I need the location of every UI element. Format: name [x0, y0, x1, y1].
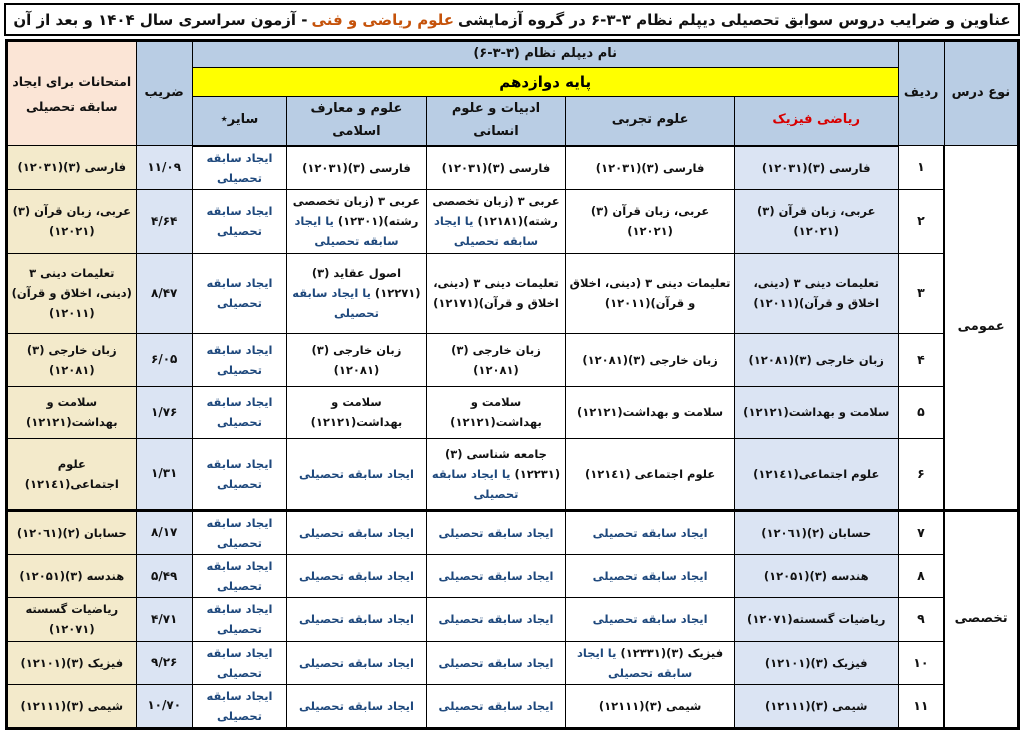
cell-math: شیمی (۳)(۱۲۱۱۱) [734, 684, 898, 728]
header-diploma-name: نام دیپلم نظام (۳-۳-۶) [192, 41, 898, 68]
cell-humanities: ایجاد سابقه تحصیلی [426, 598, 566, 641]
cell-coefficient: ۸/۴۷ [136, 253, 192, 333]
cell-other: ایجاد سابقه تحصیلی [192, 438, 286, 510]
cell-humanities: ایجاد سابقه تحصیلی [426, 555, 566, 598]
cell-humanities: ایجاد سابقه تحصیلی [426, 641, 566, 684]
cell-record-exam: عربی، زبان قرآن (۳)(۱۲۰۲۱) [7, 189, 137, 253]
cell-coefficient: ۹/۲۶ [136, 641, 192, 684]
cell-record-exam: شیمی (۳)(۱۲۱۱۱) [7, 684, 137, 728]
cell-science: ایجاد سابقه تحصیلی [566, 555, 735, 598]
cell-humanities: جامعه شناسی (۳) (۱۲۲۳۱) یا ایجاد سابقه تحصیلی [426, 438, 566, 510]
cell-humanities: ایجاد سابقه تحصیلی [426, 684, 566, 728]
cell-other: ایجاد سابقه تحصیلی [192, 146, 286, 190]
cell-science: تعلیمات دینی ۳ (دینی، اخلاق و قرآن)(۱۲۰۱۱) [566, 253, 735, 333]
cell-math: عربی، زبان قرآن (۳)(۱۲۰۲۱) [734, 189, 898, 253]
cell-other: ایجاد سابقه تحصیلی [192, 510, 286, 554]
row-number: ۷ [898, 510, 944, 554]
row-number: ۳ [898, 253, 944, 333]
header-grade-12: پایه دوازدهم [192, 67, 898, 96]
cell-islamic: فارسی (۳)(۱۲۰۳۱) [287, 146, 427, 190]
cell-math: زبان خارجی (۳)(۱۲۰۸۱) [734, 333, 898, 386]
table-row [7, 438, 1019, 510]
cell-coefficient: ۱/۳۱ [136, 438, 192, 510]
cell-islamic: ایجاد سابقه تحصیلی [287, 438, 427, 510]
table-row [7, 598, 1019, 641]
cell-coefficient: ۱۱/۰۹ [136, 146, 192, 190]
cell-record-exam: تعلیمات دینی ۳ (دینی، اخلاق و قرآن)(۱۲۰۱۱) [7, 253, 137, 333]
cell-coefficient: ۱۰/۷۰ [136, 684, 192, 728]
row-number: ۱۱ [898, 684, 944, 728]
table-row [7, 333, 1019, 386]
cell-coefficient: ۱/۷۶ [136, 386, 192, 438]
cell-humanities: تعلیمات دینی ۳ (دینی، اخلاق و قرآن)(۱۲۱۷۱) [426, 253, 566, 333]
cell-humanities: فارسی (۳)(۱۲۰۳۱) [426, 146, 566, 190]
page-title [4, 3, 1020, 36]
header-col-islamic-studies: علوم و معارف اسلامی [287, 97, 427, 146]
header-col-experimental-science: علوم تجربی [566, 97, 735, 146]
cell-coefficient: ۴/۶۴ [136, 189, 192, 253]
row-number: ۱۰ [898, 641, 944, 684]
table-row [7, 555, 1019, 598]
cell-humanities: ایجاد سابقه تحصیلی [426, 510, 566, 554]
cell-science: شیمی (۳)(۱۲۱۱۱) [566, 684, 735, 728]
cell-record-exam: سلامت و بهداشت(۱۲۱۲۱) [7, 386, 137, 438]
table-row [7, 189, 1019, 253]
cell-record-exam: فارسی (۳)(۱۲۰۳۱) [7, 146, 137, 190]
row-number: ۵ [898, 386, 944, 438]
cell-science: سلامت و بهداشت(۱۲۱۲۱) [566, 386, 735, 438]
table-row [7, 510, 1019, 554]
cell-record-exam: هندسه (۳)(۱۲۰۵۱) [7, 555, 137, 598]
header-col-humanities: ادبیات و علوم انسانی [426, 97, 566, 146]
group-specialized: تخصصی [944, 510, 1018, 728]
table-row [7, 386, 1019, 438]
group-general: عمومی [944, 146, 1018, 511]
cell-islamic: اصول عقاید (۳)(۱۲۲۷۱) یا ایجاد سابقه تحصیلی [287, 253, 427, 333]
cell-math: علوم اجتماعی(۱۲۱٤۱) [734, 438, 898, 510]
cell-islamic: زبان خارجی (۳)(۱۲۰۸۱) [287, 333, 427, 386]
cell-record-exam: حسابان (۲)(۱۲۰٦۱) [7, 510, 137, 554]
cell-science: فیزیک (۳)(۱۲۳۳۱) یا ایجاد سابقه تحصیلی [566, 641, 735, 684]
header-row-no: ردیف [898, 41, 944, 146]
cell-islamic: ایجاد سابقه تحصیلی [287, 598, 427, 641]
title-prefix: عناوین و ضرایب دروس سوابق تحصیلی دیپلم نظام ۳-۳-۶ در گروه آزمایشی [457, 10, 1011, 29]
cell-coefficient: ۶/۰۵ [136, 333, 192, 386]
header-course-type: نوع درس [944, 41, 1018, 146]
table-row [7, 641, 1019, 684]
cell-islamic: ایجاد سابقه تحصیلی [287, 555, 427, 598]
cell-other: ایجاد سابقه تحصیلی [192, 189, 286, 253]
row-number: ۹ [898, 598, 944, 641]
cell-islamic: سلامت و بهداشت(۱۲۱۲۱) [287, 386, 427, 438]
row-number: ۲ [898, 189, 944, 253]
cell-coefficient: ۵/۴۹ [136, 555, 192, 598]
cell-islamic: ایجاد سابقه تحصیلی [287, 641, 427, 684]
cell-record-exam: فیزیک (۳)(۱۲۱۰۱) [7, 641, 137, 684]
subjects-coefficients-table [5, 39, 1020, 730]
cell-science: زبان خارجی (۳)(۱۲۰۸۱) [566, 333, 735, 386]
cell-science: ایجاد سابقه تحصیلی [566, 510, 735, 554]
row-number: ۸ [898, 555, 944, 598]
row-number: ۴ [898, 333, 944, 386]
row-number: ۶ [898, 438, 944, 510]
table-row [7, 146, 1019, 190]
cell-science: عربی، زبان قرآن (۳)(۱۲۰۲۱) [566, 189, 735, 253]
cell-other: ایجاد سابقه تحصیلی [192, 333, 286, 386]
header-record-exams: امتحانات برای ایجاد سابقه تحصیلی [7, 41, 137, 146]
cell-math: سلامت و بهداشت(۱۲۱۲۱) [734, 386, 898, 438]
cell-science: ایجاد سابقه تحصیلی [566, 598, 735, 641]
cell-other: ایجاد سابقه تحصیلی [192, 386, 286, 438]
cell-record-exam: زبان خارجی (۳) (۱۲۰۸۱) [7, 333, 137, 386]
header-coefficient: ضریب [136, 41, 192, 146]
cell-record-exam: علوم اجتماعی(۱۲۱٤۱) [7, 438, 137, 510]
header-col-other: سایر٭ [192, 97, 286, 146]
cell-other: ایجاد سابقه تحصیلی [192, 253, 286, 333]
cell-math: حسابان (۲)(۱۲۰٦۱) [734, 510, 898, 554]
cell-other: ایجاد سابقه تحصیلی [192, 555, 286, 598]
cell-math: فارسی (۳)(۱۲۰۳۱) [734, 146, 898, 190]
table-row [7, 253, 1019, 333]
cell-other: ایجاد سابقه تحصیلی [192, 598, 286, 641]
cell-science: علوم اجتماعی (۱۲۱٤۱) [566, 438, 735, 510]
title-suffix: - آزمون سراسری سال ۱۴۰۴ و بعد از آن [13, 10, 308, 29]
table-row [7, 684, 1019, 728]
row-number: ۱ [898, 146, 944, 190]
cell-other: ایجاد سابقه تحصیلی [192, 641, 286, 684]
cell-math: تعلیمات دینی ۳ (دینی، اخلاق و قرآن)(۱۲۰۱۱) [734, 253, 898, 333]
cell-math: فیزیک (۳)(۱۲۱۰۱) [734, 641, 898, 684]
cell-coefficient: ۸/۱۷ [136, 510, 192, 554]
header-col-math-physics: ریاضی فیزیک [734, 97, 898, 146]
cell-other: ایجاد سابقه تحصیلی [192, 684, 286, 728]
cell-islamic: ایجاد سابقه تحصیلی [287, 510, 427, 554]
cell-math: هندسه (۳)(۱۲۰۵۱) [734, 555, 898, 598]
cell-humanities: سلامت و بهداشت(۱۲۱۲۱) [426, 386, 566, 438]
cell-humanities: زبان خارجی (۳)(۱۲۰۸۱) [426, 333, 566, 386]
cell-humanities: عربی ۳ (زبان تخصصی رشته)(۱۲۱۸۱) یا ایجاد سابقه تحصیلی [426, 189, 566, 253]
cell-islamic: عربی ۳ (زبان تخصصی رشته)(۱۲۳۰۱) یا ایجاد سابقه تحصیلی [287, 189, 427, 253]
cell-islamic: ایجاد سابقه تحصیلی [287, 684, 427, 728]
cell-record-exam: ریاضیات گسسته (۱۲۰۷۱) [7, 598, 137, 641]
cell-math: ریاضیات گسسته(۱۲۰۷۱) [734, 598, 898, 641]
cell-science: فارسی (۳)(۱۲۰۳۱) [566, 146, 735, 190]
title-group-highlight: علوم ریاضی و فنی [311, 10, 454, 29]
cell-coefficient: ۴/۷۱ [136, 598, 192, 641]
